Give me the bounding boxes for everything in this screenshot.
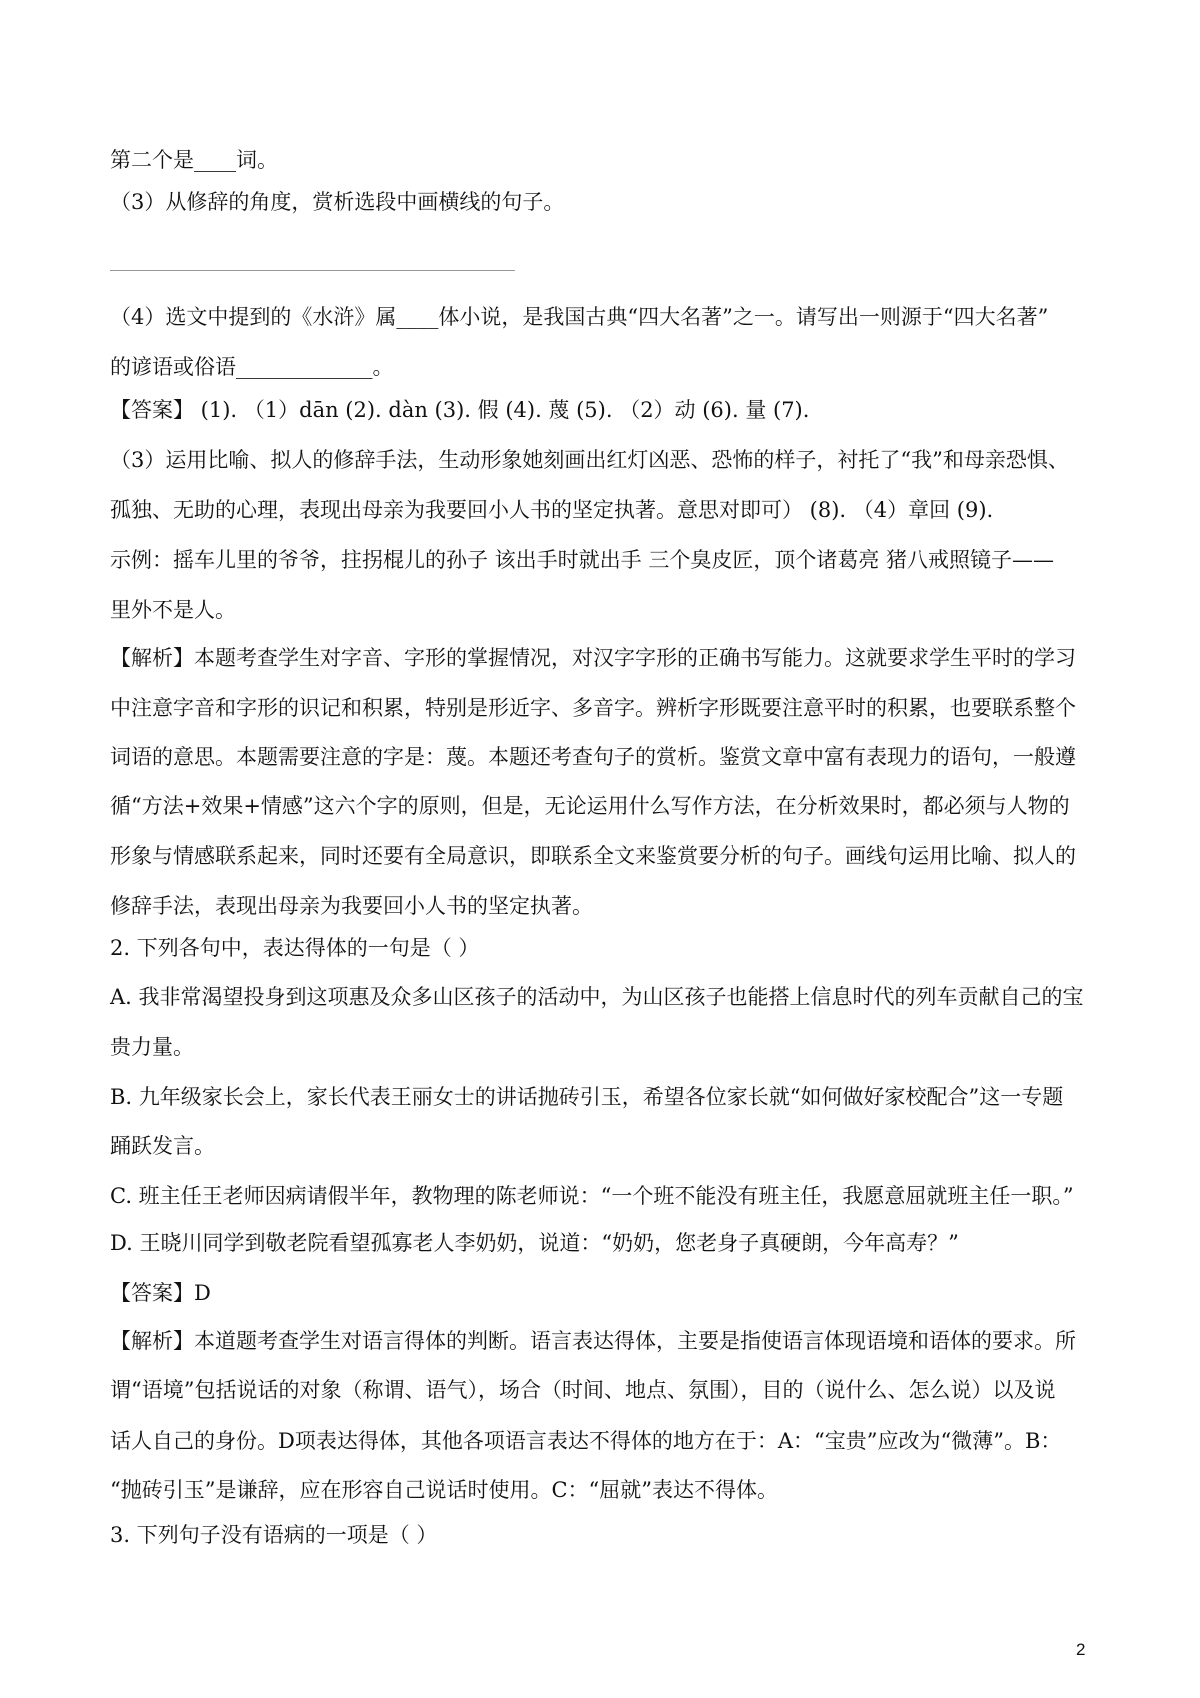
text-line: 中注意字音和字形的识记和积累，特别是形近字、多音字。辨析字形既要注意平时的积累，也要联系整个 xyxy=(110,696,1076,720)
text-line: “抛砖引玉”是谦辞，应在形容自己说话时使用。C：“屈就”表达不得体。 xyxy=(110,1478,779,1502)
text-line: 形象与情感联系起来，同时还要有全局意识，即联系全文来鉴赏要分析的句子。画线句运用比喻、拟人的 xyxy=(110,844,1076,868)
page-number: 2 xyxy=(1076,1640,1086,1659)
text-line: 第二个是____词。 xyxy=(110,148,278,172)
text-line: 【解析】本道题考查学生对语言得体的判断。语言表达得体，主要是指使语言体现语境和语体的要求。所 xyxy=(110,1329,1076,1353)
text-line: 谓“语境”包括说话的对象（称谓、语气），场合（时间、地点、氛围），目的（说什么、怎么说）以及说 xyxy=(110,1378,1056,1402)
text-line: 修辞手法，表现出母亲为我要回小人书的坚定执著。 xyxy=(110,894,593,918)
text-line: A. 我非常渴望投身到这项惠及众多山区孩子的活动中，为山区孩子也能搭上信息时代的列车贡献自己的宝 xyxy=(110,985,1084,1009)
text-line: （3）运用比喻、拟人的修辞手法，生动形象她刻画出红灯凶恶、恐怖的样子，衬托了“我”和母亲恐惧、 xyxy=(110,448,1069,472)
text-line: 孤独、无助的心理，表现出母亲为我要回小人书的坚定执著。意思对即可） (8). （4）章回 (9). xyxy=(110,498,994,522)
text-line: D. 王晓川同学到敬老院看望孤寡老人李奶奶，说道：“奶奶，您老身子真硬朗，今年高寿？” xyxy=(110,1231,959,1255)
text-line: 里外不是人。 xyxy=(110,598,236,622)
answer-blank-line xyxy=(110,270,515,271)
text-line: 【解析】本题考查学生对字音、字形的掌握情况，对汉字字形的正确书写能力。这就要求学生平时的学习 xyxy=(110,646,1076,670)
text-line: 踊跃发言。 xyxy=(110,1134,215,1158)
text-line: 【答案】D xyxy=(110,1281,211,1305)
text-line: 话人自己的身份。D项表达得体，其他各项语言表达不得体的地方在于：A：“宝贵”应改为“微薄”。B： xyxy=(110,1429,1062,1453)
text-line: C. 班主任王老师因病请假半年，教物理的陈老师说：“一个班不能没有班主任，我愿意屈就班主任一职。” xyxy=(110,1184,1074,1208)
text-line: 2. 下列各句中，表达得体的一句是（ ） xyxy=(110,936,480,960)
text-line: 循“方法+效果+情感”这六个字的原则，但是，无论运用什么写作方法，在分析效果时，都必须与人物的 xyxy=(110,794,1070,818)
text-line: （4）选文中提到的《水浒》属____体小说，是我国古典“四大名著”之一。请写出一则源于“四大名著” xyxy=(110,305,1049,329)
text-line: （3）从修辞的角度，赏析选段中画横线的句子。 xyxy=(110,190,565,214)
text-line: 词语的意思。本题需要注意的字是：蔑。本题还考查句子的赏析。鉴赏文章中富有表现力的语句，一般遵 xyxy=(110,745,1076,769)
text-line: B. 九年级家长会上，家长代表王丽女士的讲话抛砖引玉，希望各位家长就“如何做好家校配合”这一专题 xyxy=(110,1085,1064,1109)
text-line: 的谚语或俗语_____________。 xyxy=(110,355,394,379)
text-line: 贵力量。 xyxy=(110,1035,194,1059)
text-line: 【答案】 (1). （1）dān (2). dàn (3). 假 (4). 蔑 (5). （2）动 (6). 量 (7). xyxy=(110,398,810,422)
text-line: 3. 下列句子没有语病的一项是（ ） xyxy=(110,1523,438,1547)
text-line: 示例：摇车儿里的爷爷，拄拐棍儿的孙子 该出手时就出手 三个臭皮匠，顶个诸葛亮 猪八戒照镜子—— xyxy=(110,548,1055,572)
